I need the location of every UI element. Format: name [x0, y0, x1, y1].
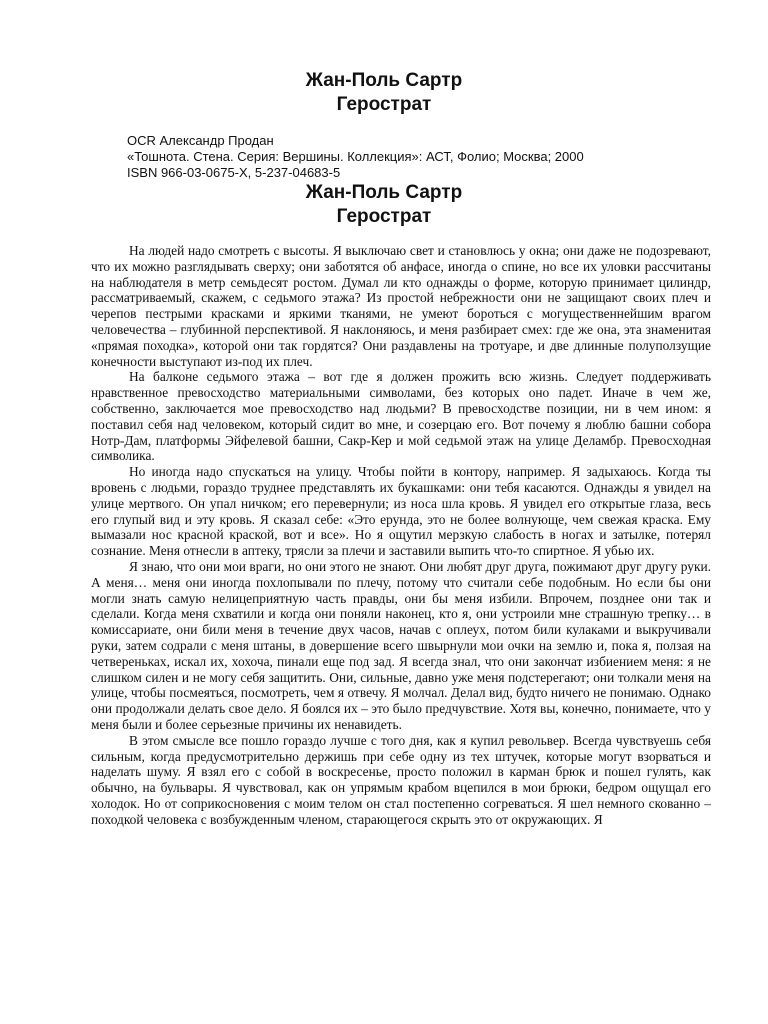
subheader-title: Герострат — [336, 206, 432, 227]
publication-info — [127, 133, 687, 181]
paragraph: В этом смысле все пошло гораздо лучше с того дня, как я купил револьвер. Всегда чувствуешь себя сильным, когда предусмотрительно держишь при себе одну из тех штучек, которые могут взорваться и наделать шуму. Я взял его с собой в воскресенье, просто положил в карман брюк и пошел гулять, как обычно, на бульвары. Я чувствовал, как он упрямым крабом вцепился в мои брюки, бедром ощущал его холодок. Но от соприкосновения с моим телом он стал постепенно согреваться. Я шел немного скованно – походкой человека с возбужденным членом, старающегося скрыть это от окружающих. Я — [91, 732, 711, 827]
subheader-author: Жан-Поль Сартр — [305, 182, 463, 203]
paragraph: На людей надо смотреть с высоты. Я выключаю свет и становлюсь у окна; они даже не подозревают, что их можно разглядывать сверху; они заботятся об анфасе, иногда о спине, но все их уловки рассчитаны на наблюдателя в метр семьдесят ростом. Думал ли кто однажды о форме, которую принимает цилиндр, рассматриваемый, скажем, с седьмого этажа? Из простой небрежности они не защищают своих плеч и черепов пестрыми красками и яркими тканями, не умеют бороться с могущественнейшим врагом человечества – глубинной перспективой. Я наклоняюсь, и меня разбирает смех: где же она, эта знаменитая «прямая походка», которой они так гордятся? Они раздавлены на тротуаре, и две длинные полуползущие конечности выступают из-под их плеч. — [91, 243, 711, 369]
story-body — [91, 243, 711, 827]
paragraph: Но иногда надо спускаться на улицу. Чтобы пойти в контору, например. Я задыхаюсь. Когда ты вровень с людьми, гораздо труднее представлять их букашками: они тебя касаются. Однажды я увидел на улице мертвого. Он упал ничком; его перевернули; из носа шла кровь. Я увидел его открытые глаза, весь его глупый вид и эту кровь. Я сказал себе: «Это ерунда, это не более волнующе, чем свежая краска. Ему вымазали нос красной краской, вот и все». Но я ощутил мерзкую слабость в ногах и затылке, потерял сознание. Меня отнесли в аптеку, трясли за плечи и заставили выпить что-то спиртное. Я убью их. — [91, 464, 711, 559]
ocr-credit: OCR Александр Продан — [127, 133, 274, 148]
source-line: «Тошнота. Стена. Серия: Вершины. Коллекция»: АСТ, Фолио; Москва; 2000 — [127, 149, 584, 164]
paragraph: На балконе седьмого этажа – вот где я должен прожить всю жизнь. Следует поддерживать нравственное превосходство материальными символами, без которых оно падет. Иначе в чем же, собственно, заключается мое превосходство над людьми? В превосходстве позиции, ни в чем ином: я поставил себя над человеком, который сидит во мне, и созерцаю его. Вот почему я люблю башни собора Нотр-Дам, платформы Эйфелевой башни, Сакр-Кер и мой седьмой этаж на улице Деламбр. Превосходная символика. — [91, 369, 711, 464]
paragraph: Я знаю, что они мои враги, но они этого не знают. Они любят друг друга, пожимают друг другу руки. А меня… меня они иногда похлопывали по плечу, потому что считали себе подобным. Но если бы они могли знать самую нелицеприятную часть правды, они бы меня избили. Впрочем, позднее они так и сделали. Когда меня схватили и когда они поняли наконец, кто я, они устроили мне страшную трепку… в комиссариате, они били меня в течение двух часов, начав с оплеух, потом били кулаками и выкручивали руки, затем содрали с меня штаны, в довершение всего швырнули мои очки на землю и, пока я, ползая на четвереньках, искал их, хохоча, пинали еще под зад. Я всегда знал, что они закончат избиением меня: я не слишком силен и не могу себя защитить. Они, сильные, давно уже меня подстерегают; они толкали меня на улице, чтобы посмеяться, посмотреть, чем я отвечу. Я молчал. Делал вид, будто ничего не понимаю. Однако они продолжали делать свое дело. Я боялся их – это было предчувствие. Хотя вы, конечно, понимаете, что у меня были и более серьезные причины их ненавидеть. — [91, 558, 711, 732]
header-author: Жан-Поль Сартр — [305, 70, 463, 91]
header-title: Герострат — [336, 94, 432, 115]
isbn-line: ISBN 966-03-0675-X, 5-237-04683-5 — [127, 165, 341, 180]
